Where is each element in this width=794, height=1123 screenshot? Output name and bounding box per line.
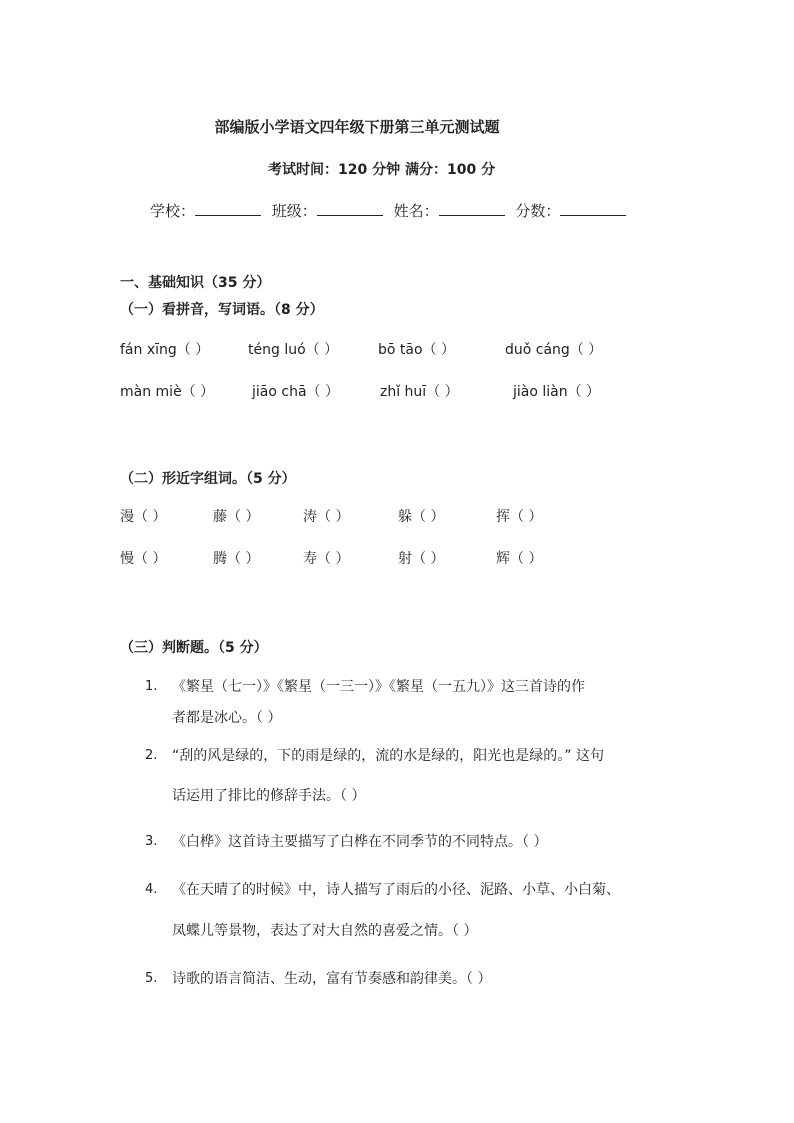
char-item: 挥（ ） — [496, 509, 543, 525]
pinyin-item: màn miè（ ） — [120, 384, 215, 400]
char-item: 漫（ ） — [120, 509, 167, 525]
char-item: 涛（ ） — [303, 509, 350, 525]
question-number: 1. — [145, 679, 158, 694]
question-number: 2. — [145, 748, 158, 763]
pinyin-item: fán xīng（ ） — [120, 342, 210, 358]
school-blank[interactable] — [195, 201, 261, 216]
question-number: 5. — [145, 971, 158, 986]
score-blank[interactable] — [560, 201, 626, 216]
class-label: 班级： — [271, 202, 317, 220]
char-item: 辉（ ） — [496, 551, 543, 567]
question-text: 《在天晴了的时候》中，诗人描写了雨后的小径、泥路、小草、小白菊、 — [172, 882, 620, 898]
pinyin-row-2 — [0, 381, 794, 401]
question-text: 《白桦》这首诗主要描写了白桦在不同季节的不同特点。（ ） — [172, 834, 548, 850]
question-number: 4. — [145, 882, 158, 897]
subsection-heading-pinyin: （一）看拼音，写词语。（8 分） — [120, 302, 324, 318]
pinyin-item: bō tāo（ ） — [378, 342, 455, 358]
question-text: “刮的风是绿的，下的雨是绿的，流的水是绿的，阳光也是绿的。” 这句 — [172, 748, 604, 764]
char-item: 藤（ ） — [213, 509, 260, 525]
char-item: 腾（ ） — [213, 551, 260, 567]
question-number: 3. — [145, 834, 158, 849]
student-info-line — [150, 200, 632, 221]
pinyin-item: zhǐ huī（ ） — [380, 384, 459, 400]
question-text: 者都是冰心。（ ） — [172, 710, 282, 726]
subsection-heading-judgment: （三）判断题。（5 分） — [120, 640, 268, 656]
similar-chars-row-1 — [0, 506, 794, 526]
char-item: 躲（ ） — [398, 509, 445, 525]
question-text: 诗歌的语言简洁、生动，富有节奏感和韵律美。（ ） — [172, 971, 492, 987]
char-item: 射（ ） — [398, 551, 445, 567]
similar-chars-row-2 — [0, 548, 794, 568]
school-label: 学校： — [150, 202, 196, 220]
exam-subtitle: 考试时间：120 分钟 满分：100 分 — [268, 162, 496, 178]
pinyin-item: duǒ cáng（ ） — [505, 342, 603, 358]
char-item: 寿（ ） — [303, 551, 350, 567]
pinyin-item: jiào liàn（ ） — [513, 384, 601, 400]
name-label: 姓名： — [393, 202, 439, 220]
pinyin-item: jiāo chā（ ） — [252, 384, 339, 400]
question-text: 话运用了排比的修辞手法。（ ） — [172, 788, 366, 804]
subsection-heading-similar-chars: （二）形近字组词。（5 分） — [120, 471, 296, 487]
pinyin-item: téng luó（ ） — [248, 342, 339, 358]
question-text: 《繁星（七一）》《繁星（一三一）》《繁星（一五九）》这三首诗的作 — [172, 679, 585, 695]
section-heading-basics: 一、基础知识（35 分） — [120, 275, 271, 291]
question-text: 凤蝶儿等景物，表达了对大自然的喜爱之情。（ ） — [172, 923, 478, 939]
pinyin-row-1 — [0, 339, 794, 359]
score-label: 分数： — [515, 202, 561, 220]
name-blank[interactable] — [439, 201, 505, 216]
char-item: 慢（ ） — [120, 551, 167, 567]
class-blank[interactable] — [317, 201, 383, 216]
page-title: 部编版小学语文四年级下册第三单元测试题 — [214, 118, 500, 136]
